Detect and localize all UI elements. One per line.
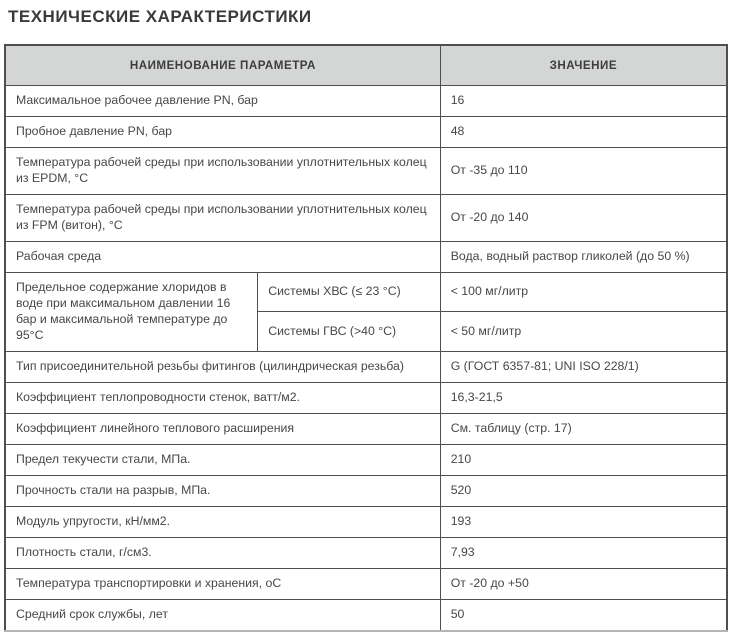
value-cell: 210	[440, 444, 727, 475]
table-row	[5, 537, 727, 568]
parameter-cell: Средний срок службы, лет	[5, 599, 440, 630]
parameter-cell: Максимальное рабочее давление PN, бар	[5, 86, 440, 117]
table-row	[5, 382, 727, 413]
value-cell: От -20 до 140	[440, 194, 727, 241]
value-cell: 520	[440, 475, 727, 506]
table-row	[5, 413, 727, 444]
parameter-cell: Коэффициент линейного теплового расширения	[5, 413, 440, 444]
parameter-cell: Предел текучести стали, МПа.	[5, 444, 440, 475]
page-title: ТЕХНИЧЕСКИЕ ХАРАКТЕРИСТИКИ	[8, 7, 312, 26]
parameter-cell: Коэффициент теплопроводности стенок, ватт/м2.	[5, 382, 440, 413]
table-row	[5, 475, 727, 506]
table-row	[5, 86, 727, 117]
parameter-cell: Модуль упругости, кН/мм2.	[5, 506, 440, 537]
parameter-cell-chlorides: Предельное содержание хлоридов в воде при максимальном давлении 16 бар и максимальной температуре до 95°С	[5, 272, 258, 351]
value-cell: < 100 мг/литр	[440, 272, 727, 311]
column-header-parameter: НАИМЕНОВАНИЕ ПАРАМЕТРА	[5, 45, 440, 86]
parameter-cell: Температура рабочей среды при использовании уплотнительных колец из EPDM, °С	[5, 147, 440, 194]
value-cell: < 50 мг/литр	[440, 312, 727, 351]
value-cell: G (ГОСТ 6357-81; UNI ISO 228/1)	[440, 351, 727, 382]
parameter-cell: Температура транспортировки и хранения, оС	[5, 568, 440, 599]
value-cell: 7,93	[440, 537, 727, 568]
system-cell: Системы ХВС (≤ 23 °С)	[258, 272, 441, 311]
table-row	[5, 194, 727, 241]
table-row	[5, 506, 727, 537]
parameter-cell: Тип присоединительной резьбы фитингов (цилиндрическая резьба)	[5, 351, 440, 382]
parameter-cell: Рабочая среда	[5, 241, 440, 272]
parameter-cell: Плотность стали, г/см3.	[5, 537, 440, 568]
value-cell: 50	[440, 599, 727, 630]
specs-table	[4, 44, 728, 632]
table-row-chlorides-hvs	[5, 272, 727, 311]
value-cell: 48	[440, 116, 727, 147]
table-row	[5, 241, 727, 272]
value-cell: См. таблицу (стр. 17)	[440, 413, 727, 444]
table-row	[5, 444, 727, 475]
parameter-cell: Пробное давление PN, бар	[5, 116, 440, 147]
parameter-cell: Температура рабочей среды при использовании уплотнительных колец из FPM (витон), °С	[5, 194, 440, 241]
value-cell: От -20 до +50	[440, 568, 727, 599]
table-header-row	[5, 45, 727, 86]
value-cell: От -35 до 110	[440, 147, 727, 194]
value-cell: 16	[440, 86, 727, 117]
table-row	[5, 116, 727, 147]
table-row	[5, 599, 727, 630]
system-cell: Системы ГВС (>40 °С)	[258, 312, 441, 351]
table-row	[5, 568, 727, 599]
column-header-value: ЗНАЧЕНИЕ	[440, 45, 727, 86]
value-cell: Вода, водный раствор гликолей (до 50 %)	[440, 241, 727, 272]
table-row	[5, 351, 727, 382]
value-cell: 16,3-21,5	[440, 382, 727, 413]
table-row	[5, 147, 727, 194]
parameter-cell: Прочность стали на разрыв, МПа.	[5, 475, 440, 506]
value-cell: 193	[440, 506, 727, 537]
